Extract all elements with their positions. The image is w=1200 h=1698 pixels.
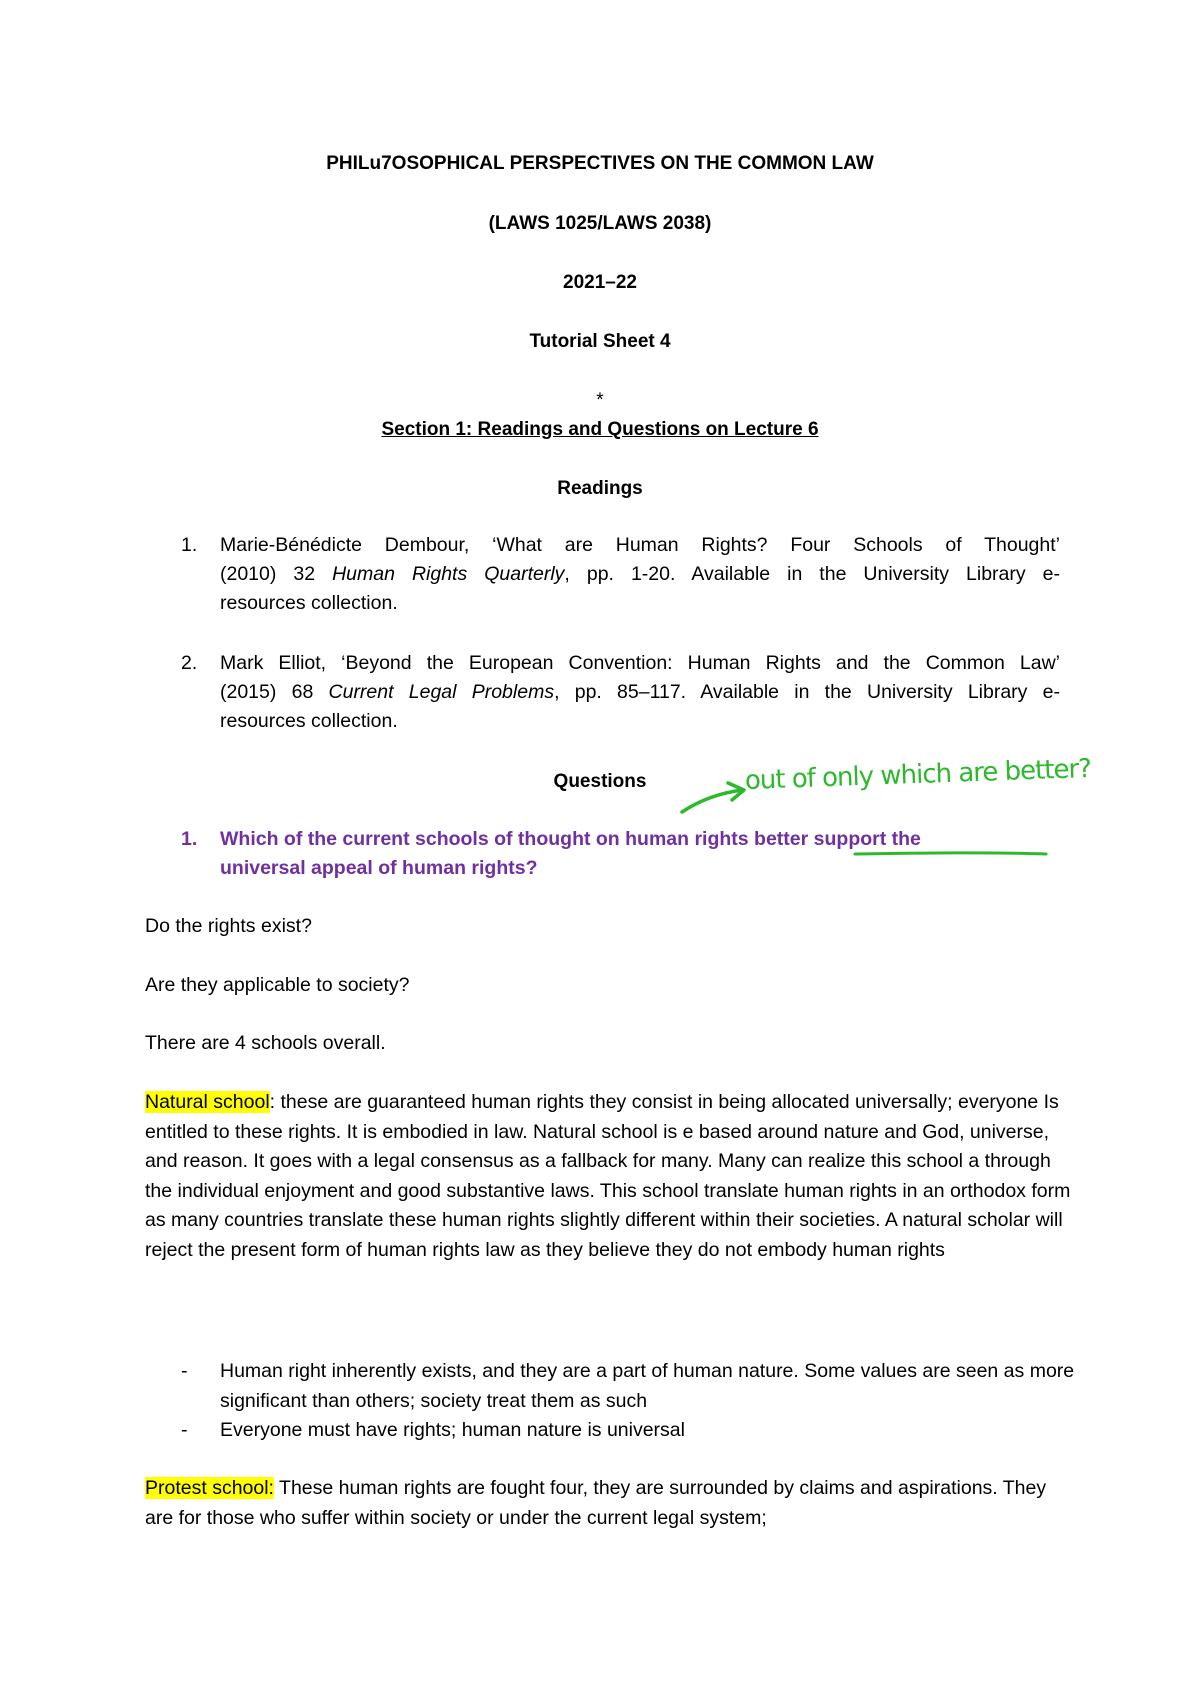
- bullet-text: Everyone must have rights; human nature is universal: [220, 1419, 685, 1441]
- reading-line: Mark Elliot, ‘Beyond the European Convention: Human Rights and the Common Law’: [220, 652, 1060, 674]
- academic-year: 2021–22: [563, 272, 637, 293]
- separator-asterisk: *: [596, 390, 604, 411]
- reading-line: (2010) 32 Human Rights Quarterly, pp. 1-20. Available in the University Library e-: [220, 563, 1060, 585]
- reading-number: 2.: [181, 652, 198, 674]
- reading-number: 1.: [181, 534, 198, 556]
- bullet-text: Human right inherently exists, and they are a part of human nature. Some values are seen as more significant than others; society treat them as such: [220, 1360, 1075, 1412]
- question-line: Which of the current schools of thought on human rights better support the: [220, 828, 921, 850]
- handwritten-note: out of only which are better?: [744, 753, 1092, 796]
- sheet-title: Tutorial Sheet 4: [529, 331, 671, 352]
- question-line: universal appeal of human rights?: [220, 857, 538, 879]
- reading-item: [145, 649, 1060, 736]
- course-title: PHILu7OSOPHICAL PERSPECTIVES ON THE COMMON LAW: [326, 153, 874, 174]
- bullet-marker: -: [181, 1419, 188, 1441]
- natural-school-label: Natural school: [145, 1091, 270, 1113]
- note-line-exist: Do the rights exist?: [145, 915, 312, 937]
- bullet-marker: -: [181, 1360, 188, 1382]
- reading-line: resources collection.: [220, 710, 398, 732]
- protest-school-label: Protest school:: [145, 1477, 274, 1499]
- section-title: [0, 418, 1200, 442]
- questions-heading: Questions: [553, 771, 647, 792]
- natural-school-text: : these are guaranteed human rights they consist in being allocated universally; everyone Is entitled to these rights. It is embodied in law. Natural school is e based around nature and God, universe, and reason. It goes with a legal consensus as a fallback for many. Many can realize this school a through the individual enjoyment and good substantive laws. This school translate human rights in an orthodox form as many countries translate these human rights slightly different within their societies. A natural scholar will reject the present form of human rights law as they believe they do not embody human rights: [145, 1091, 1071, 1261]
- journal-title: Current Legal Problems: [328, 681, 555, 703]
- bullet-item: [145, 1357, 1075, 1416]
- bullet-item: [145, 1416, 1075, 1446]
- question-number: 1.: [181, 828, 198, 850]
- natural-school-paragraph: [145, 1088, 1075, 1265]
- readings-heading: Readings: [557, 478, 643, 499]
- question-item: [145, 825, 1060, 883]
- protest-school-text: These human rights are fought four, they are surrounded by claims and aspirations. They are for those who suffer within society or under the current legal system;: [145, 1477, 1047, 1529]
- reading-line: resources collection.: [220, 592, 398, 614]
- reading-line: (2015) 68 Current Legal Problems, pp. 85–117. Available in the University Library e-: [220, 681, 1060, 703]
- note-line-applicable: Are they applicable to society?: [145, 974, 410, 996]
- section-title-text: Section 1: Readings and Questions on Lecture 6: [381, 419, 819, 440]
- reading-item: [145, 531, 1060, 618]
- journal-title: Human Rights Quarterly: [332, 563, 565, 585]
- reading-line: Marie-Bénédicte Dembour, ‘What are Human Rights? Four Schools of Thought’: [220, 534, 1060, 556]
- note-line-schools: There are 4 schools overall.: [145, 1032, 386, 1054]
- protest-school-paragraph: [145, 1474, 1075, 1533]
- course-codes: (LAWS 1025/LAWS 2038): [488, 213, 712, 234]
